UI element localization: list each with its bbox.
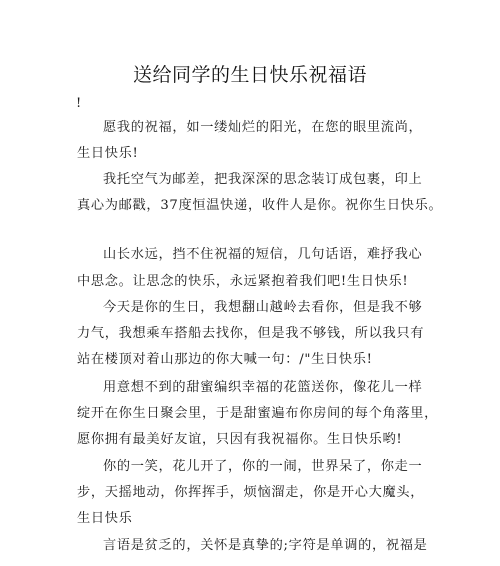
text-line: ! (76, 96, 82, 111)
text-line: 绽开在你生日聚会里，于是甜蜜遍布你房间的每个角落里， (77, 406, 439, 421)
text-line: 生日快乐 (77, 511, 133, 526)
text-line: 山长水远，挡不住祝福的短信，几句话语，难抒我心 (103, 247, 423, 262)
text-line: 愿你拥有最美好友谊，只因有我祝福你。生日快乐哟! (77, 432, 403, 447)
text-line: 站在楼顶对着山那边的你大喊一句：/"生日快乐! (77, 352, 373, 367)
text-line: 步，天摇地动，你挥挥手，烦恼溜走，你是开心大魔头， (77, 485, 425, 500)
text-line: 我托空气为邮差，把我深深的思念装订成包裹，印上 (103, 172, 423, 187)
text-line: 你的一笑，花儿开了，你的一闹，世界呆了，你走一 (103, 459, 423, 474)
text-line: 中思念。让思念的快乐，永远紧抱着我们吧!生日快乐! (77, 274, 409, 289)
text-line: 言语是贫乏的，关怀是真挚的;字符是单调的，祝福是 (103, 538, 428, 553)
text-line: 用意想不到的甜蜜编织幸福的花篮送你，像花儿一样 (103, 380, 423, 395)
text-line: 今天是你的生日，我想翻山越岭去看你，但是我不够 (103, 300, 423, 315)
text-line: 愿我的祝福，如一缕灿烂的阳光，在您的眼里流尚， (103, 120, 423, 135)
document-title: 送给同学的生日快乐祝福语 (132, 64, 367, 86)
text-line: 真心为邮戳，37度恒温快递，收件人是你。祝你生日快乐。 (77, 198, 443, 213)
text-line: 生日快乐! (77, 146, 139, 161)
text-line: 力气，我想乘车搭船去找你，但是我不够钱，所以我只有 (77, 326, 425, 341)
